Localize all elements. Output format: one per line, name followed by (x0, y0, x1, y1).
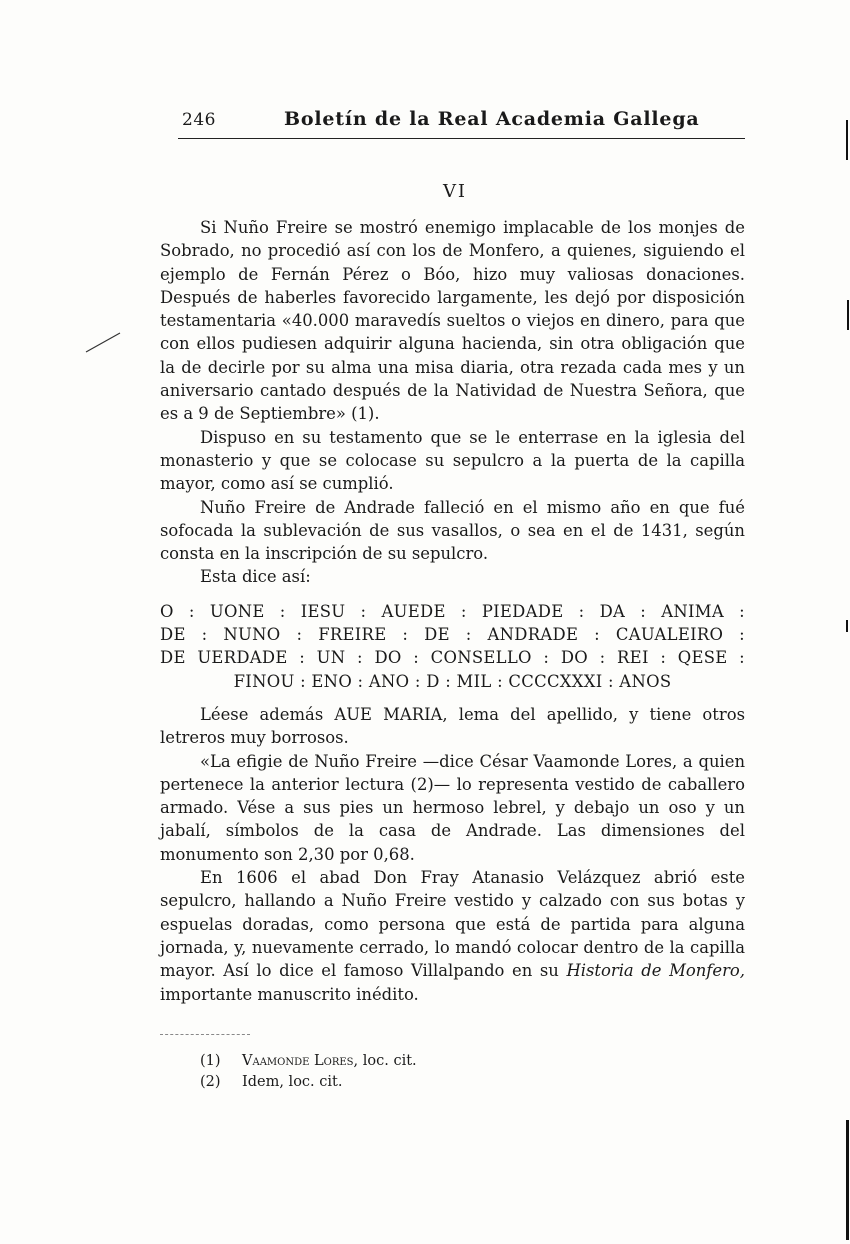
footnote-marker: (1) (200, 1053, 221, 1069)
page-number: 246 (182, 110, 216, 130)
paragraph-7 (160, 866, 745, 1006)
footnote-2 (160, 1072, 745, 1093)
paragraph-5: Léese además AUE MARIA, lema del apellido, y tiene otros letreros muy borrosos. (160, 704, 745, 748)
footnote-text: Idem, loc. cit. (242, 1074, 343, 1090)
paragraph-2: Dispuso en su testamento que se le enterrase en la iglesia del monasterio y que se colocase su sepulcro a la puerta de la capilla mayor, como así se cumplió. (160, 427, 745, 494)
section-heading: VI (442, 181, 468, 202)
scan-edge-mark (846, 1120, 849, 1240)
stray-pen-mark (84, 330, 124, 354)
running-title: Boletín de la Real Academia Gallega (284, 108, 700, 130)
inscription-line-3: DE UERDADE : UN : DO : CONSELLO : DO : REI : QESE : (160, 648, 745, 668)
scan-edge-mark (847, 300, 849, 330)
body-text (160, 216, 745, 1006)
footnote-text: loc. cit. (358, 1053, 417, 1069)
paragraph-3: Nuño Freire de Andrade falleció en el mismo año en que fué sofocada la sublevación de sus vasallos, o sea en el de 1431, según consta en la inscripción de su sepulcro. (160, 497, 745, 564)
paragraph-6: «La efigie de Nuño Freire —dice César Vaamonde Lores, a quien pertenece la anterior lectura (2)— lo representa vestido de caballero armado. Vése a sus pies un hermoso lebrel, y debajo un oso y un jabalí, símbolos de la casa de Andrade. Las dimensiones del monumento son 2,30 por 0,68. (160, 751, 745, 864)
footnotes (160, 1034, 745, 1093)
paragraph-4: Esta dice así: (200, 567, 311, 587)
footnote-marker: (2) (200, 1074, 221, 1090)
footnote-1 (160, 1051, 745, 1072)
paragraph-7-text: En 1606 el abad Don Fray Atanasio Velázquez abrió este sepulcro, hallando a Nuño Freire vestido y calzado con sus botas y espuelas doradas, como persona que está de partida para alguna jornada, y, nuevamente cerrado, lo mandó colocar dentro de la capilla mayor. Así lo dice el famoso Villalpando en su (160, 868, 745, 981)
tomb-inscription (160, 600, 745, 693)
inscription-line-2: DE : NUNO : FREIRE : DE : ANDRADE : CAUALEIRO : (160, 625, 745, 645)
inscription-line-1: O : UONE : IESU : AUEDE : PIEDADE : DA : ANIMA : (160, 601, 745, 621)
footnote-rule (160, 1034, 250, 1035)
page-header (178, 104, 745, 139)
footnote-author: Vaamonde Lores, (242, 1053, 359, 1069)
inscription-line-4: FINOU : ENO : ANO : D : MIL : CCCCXXXI : ANOS (233, 671, 672, 691)
paragraph-7-end: importante manuscrito inédito. (160, 984, 419, 1004)
paragraph-7-title: Historia de Monfero, (566, 961, 745, 981)
scan-edge-mark (846, 120, 848, 160)
scan-edge-mark (846, 620, 848, 632)
paragraph-1: Si Nuño Freire se mostró enemigo implacable de los monjes de Sobrado, no procedió así con los de Monfero, a quienes, siguiendo el ejemplo de Fernán Pérez o Bóo, hizo muy valiosas donaciones. Después de haberles favorecido largamente, les dejó por disposición testamentaria «40.000 maravedís sueltos o viejos en dinero, para que con ellos pudiesen adquirir alguna hacienda, sin otra obligación que la de decirle por su alma una misa diaria, otra rezada cada mes y un aniversario cantado después de la Natividad de Nuestra Señora, que es a 9 de Septiembre» (1). (160, 218, 745, 424)
